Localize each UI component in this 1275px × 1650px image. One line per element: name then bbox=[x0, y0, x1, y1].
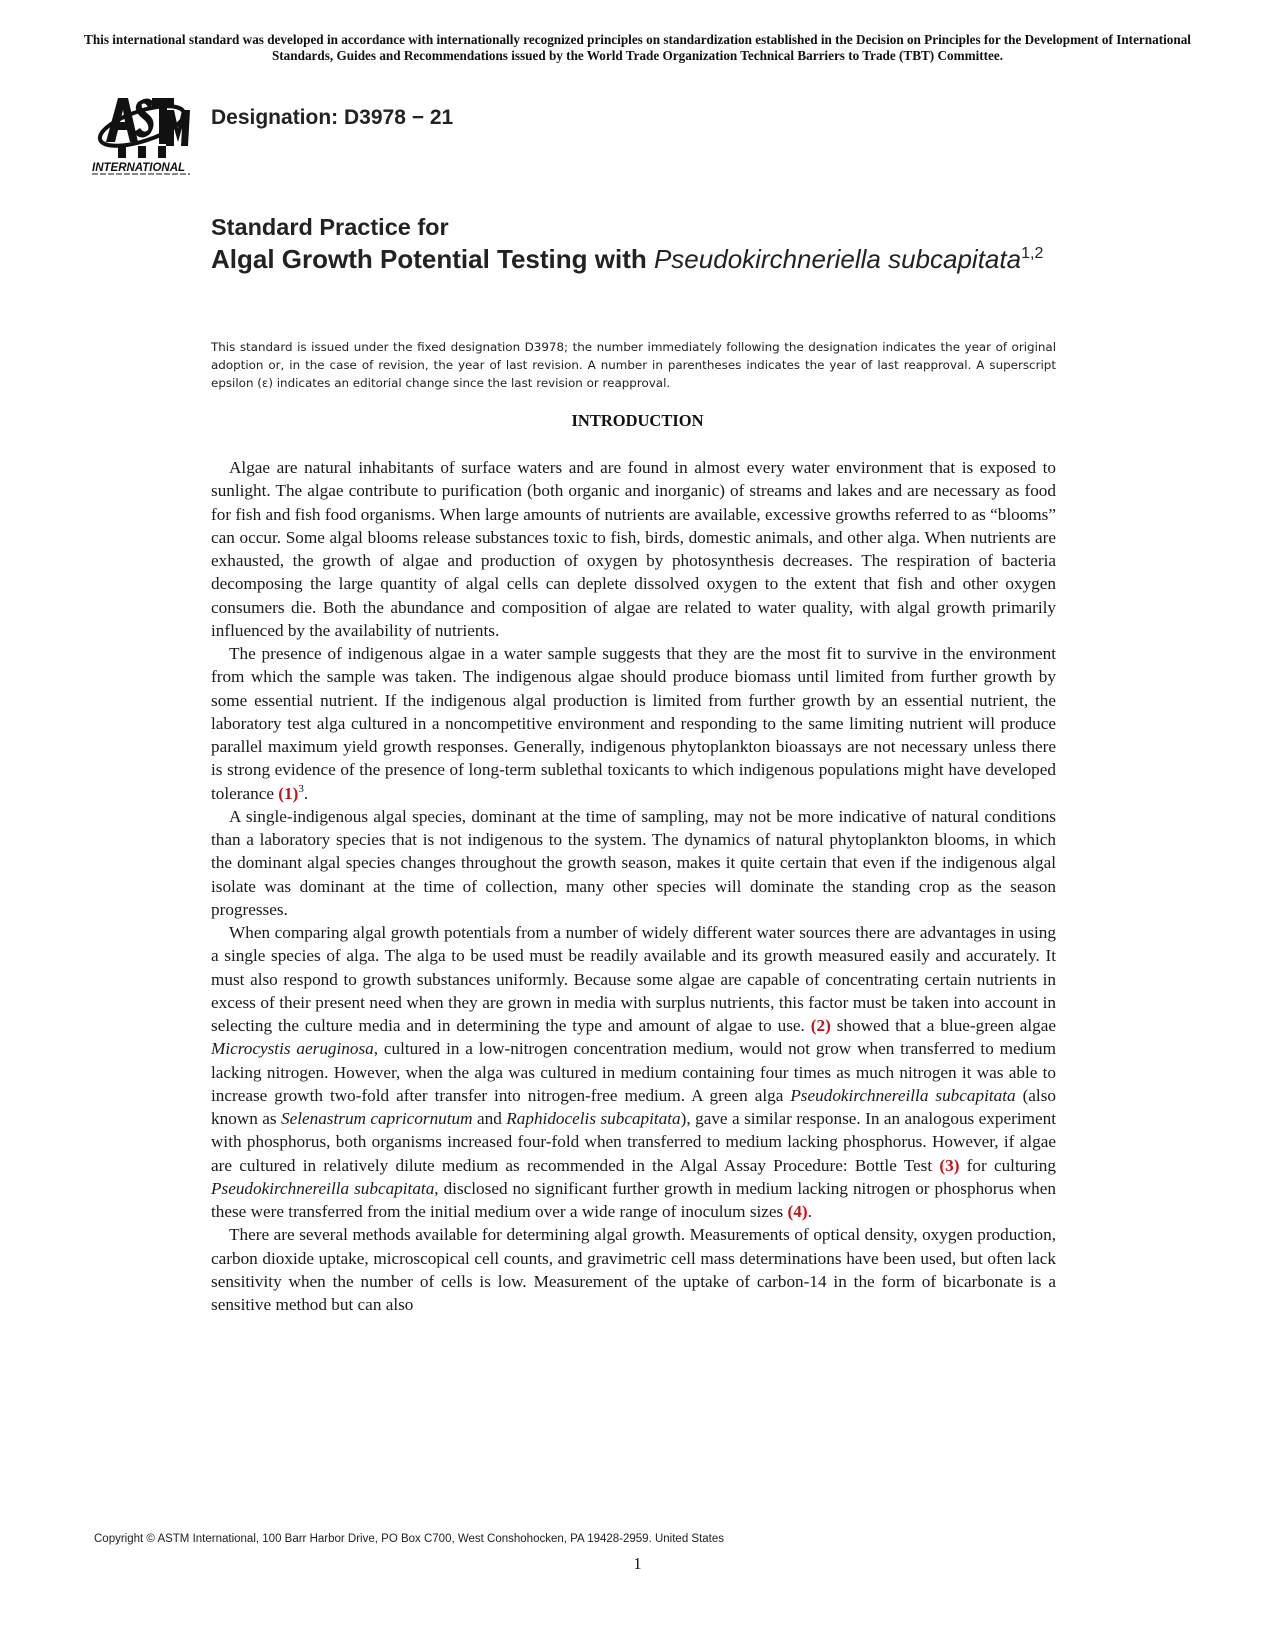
p4-text-1: When comparing algal growth potentials from a number of widely different water sources there are advantages in using a single species of alga. The alga to be used must be readily available and its growth measured easily and accurately. It must also respond to growth substances uniformly. Because some algae are capable of concentrating certain nutrients in excess of their present need when they are grown in media with surplus nutrients, this factor must be taken into account in selecting the culture media and in determining the type and amount of algae to use. bbox=[211, 923, 1056, 1035]
intro-paragraph-2 bbox=[211, 642, 1056, 805]
astm-logo-icon bbox=[88, 84, 200, 176]
p4-text-4: (also known as bbox=[211, 1085, 1056, 1128]
wto-notice: This international standard was developed in accordance with internationally recognized principles on standardization established in the Decision on Principles for the Development of International Standards, Guides and Recommendations issued by the World Trade Organization Technical Barriers to Trade (TBT) Committee. bbox=[84, 32, 1191, 63]
p2-text: The presence of indigenous algae in a water sample suggests that they are the most fit to survive in the environment from which the sample was taken. The indigenous algae should produce biomass until limited from further growth by some essential nutrient. If the indigenous algal production is limited from further growth by an essential nutrient, the laboratory test alga cultured in a noncompetitive environment and responding to the same limiting nutrient will produce parallel maximum yield growth responses. Generally, indigenous phytoplankton bioassays are not necessary unless there is strong evidence of the presence of long-term sublethal toxicants to which indigenous populations might have developed tolerance bbox=[211, 644, 1056, 803]
intro-paragraph-1: Algae are natural inhabitants of surface waters and are found in almost every water environment that is exposed to sunlight. The algae contribute to purification (both organic and inorganic) of streams and lakes and are necessary as food for fish and fish food organisms. When large amounts of nutrients are available, excessive growths referred to as “blooms” can occur. Some algal blooms release substances toxic to fish, birds, domestic animals, and other alga. When nutrients are exhausted, the growth of algae and production of oxygen by photosynthesis decreases. The respiration of bacteria decomposing the large quantity of algal cells can deplete dissolved oxygen to the extent that fish and other oxygen consumers die. Both the abundance and composition of algae are related to water quality, with algal growth primarily influenced by the availability of nutrients. bbox=[211, 458, 1056, 640]
p4-text-6: ), gave a similar response. In an analogous experiment with phosphorus, both organisms increased four-fold when transferred to medium lacking phosphorus. However, if algae are cultured in relatively dilute medium as recommended in the Algal Assay Procedure: Bottle Test bbox=[211, 1109, 1056, 1175]
copyright-notice: Copyright © ASTM International, 100 Barr Harbor Drive, PO Box C700, West Conshohocken, PA 19428-2959. United States bbox=[94, 1533, 725, 1545]
title-main-bold: Algal Growth Potential Testing with bbox=[211, 244, 654, 274]
p4-text-7: for culturing bbox=[959, 1155, 1056, 1175]
intro-paragraph-4 bbox=[211, 921, 1056, 1223]
title-main bbox=[211, 243, 1211, 276]
p4-text-5: and bbox=[472, 1109, 507, 1128]
issuance-note: This standard is issued under the fixed designation D3978; the number immediately following the designation indicates the year of original adoption or, in the case of revision, the year of last revision. A number in parentheses indicates the year of last reapproval. A superscript epsilon (ε) indicates an editorial change since the last revision or reapproval. bbox=[211, 340, 1056, 390]
footnote-mark-3[interactable]: 3 bbox=[298, 782, 304, 795]
astm-logo bbox=[88, 84, 200, 176]
title-footnote-marks: 1,2 bbox=[1021, 245, 1044, 262]
introduction-body bbox=[211, 456, 1056, 1316]
page-number: 1 bbox=[633, 1554, 642, 1573]
reference-link-2[interactable]: (2) bbox=[810, 1016, 831, 1035]
species-name: Microcystis aeruginosa bbox=[211, 1039, 374, 1059]
introduction-heading: INTRODUCTION bbox=[571, 411, 704, 430]
species-name: Pseudokirchnereilla subcapitata bbox=[211, 1178, 435, 1198]
p4-text-9: . bbox=[807, 1202, 812, 1221]
logo-text: INTERNATIONAL bbox=[92, 162, 186, 174]
species-name: Pseudokirchnereilla subcapitata bbox=[790, 1085, 1016, 1105]
title-main-italic: Pseudokirchneriella subcapitata bbox=[653, 244, 1022, 274]
title-pre: Standard Practice for bbox=[211, 214, 449, 240]
reference-link-3[interactable]: (3) bbox=[939, 1155, 960, 1175]
p2-end: . bbox=[303, 783, 309, 803]
intro-paragraph-3: A single-indigenous algal species, dominant at the time of sampling, may not be more indicative of natural conditions than a laboratory species that is not indigenous to the system. The dynamics of natural phytoplankton blooms, in which the dominant algal species changes throughout the growth season, makes it quite certain that even if the indigenous algal isolate was dominant at the time of collection, many other species will dominate the standing crop as the season progresses. bbox=[211, 806, 1056, 919]
intro-paragraph-5: There are several methods available for determining algal growth. Measurements of optical density, oxygen production, carbon dioxide uptake, microscopical cell counts, and gravimetric cell mass determinations have been used, but often lack sensitivity when the number of cells is low. Measurement of the uptake of carbon-14 in the form of bicarbonate is a sensitive method but can also bbox=[211, 1225, 1056, 1314]
p4-text-2: showed that a blue-green algae bbox=[830, 1016, 1056, 1035]
document-title bbox=[211, 212, 1211, 276]
species-name: Raphidocelis subcapitata bbox=[506, 1109, 681, 1128]
p4-text-3: , cultured in a low-nitrogen concentration medium, would not grow when transferred to medium lacking nitrogen. However, when the alga was cultured in medium containing four times as much nitrogen it was able to increase growth two-fold after transfer into nitrogen-free medium. A green alga bbox=[211, 1039, 1056, 1105]
species-name: Selenastrum capricornutum bbox=[280, 1109, 473, 1128]
reference-link-1[interactable]: (1) bbox=[278, 783, 299, 803]
reference-link-4[interactable]: (4) bbox=[787, 1202, 808, 1221]
designation: Designation: D3978 − 21 bbox=[211, 106, 454, 129]
p4-text-8: , disclosed no significant further growth in medium lacking nitrogen or phosphorus when these were transferred from the initial medium over a wide range of inoculum sizes bbox=[211, 1178, 1056, 1221]
